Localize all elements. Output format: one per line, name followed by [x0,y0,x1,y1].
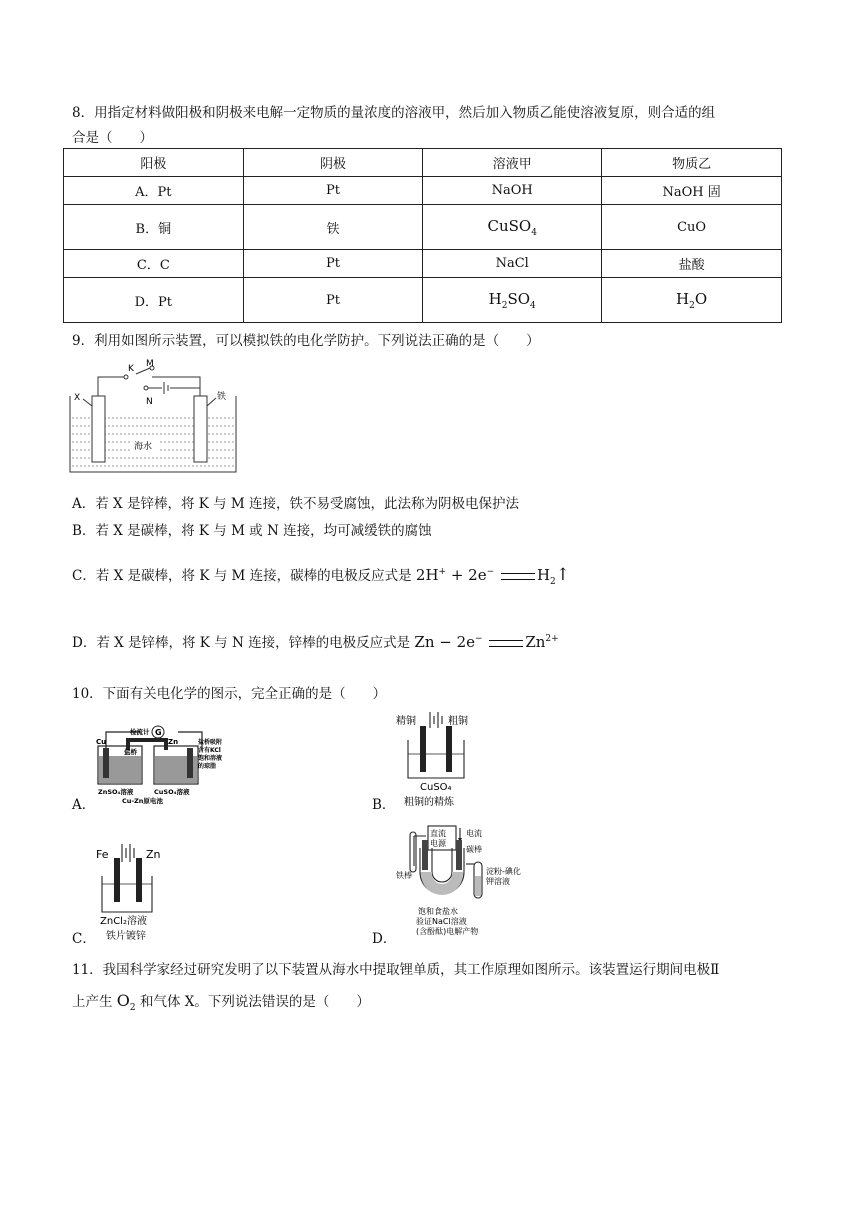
label-iron-rod: 铁棒 [396,871,412,880]
q8-table [63,148,782,323]
formula-sub: 2 [501,300,508,311]
formula-sub: 2 [689,300,695,311]
crude-copper-electrode [446,726,452,772]
label-note: 的琼脂 [198,763,217,770]
salt-solution [421,872,463,895]
table-row [64,278,782,323]
label-meter: 检流计 [130,728,150,736]
eq-term: Zn [525,633,546,651]
caption-c: 铁片镀锌 [106,931,146,942]
eq-sub: 2 [550,577,556,587]
formula-sub: 2 [129,1003,136,1014]
zn-electrode [136,858,142,902]
option-c-text: C．若 X 是碳棒，将 K 与 M 连接，碳棒的电极反应式是 [72,568,412,584]
eq-term: 2H [415,566,439,584]
iron-rod [422,840,428,870]
q8-stem-line2: 合是（ ） [72,130,153,146]
formula-part: SO [507,289,531,308]
row-c-solution: NaCl [423,250,602,278]
q10-label-b: B． [372,797,396,813]
row-a-anode: A．Pt [64,177,244,205]
caption-d: (含酚酞)电解产物 [416,927,479,936]
label-current: 电流 [466,829,482,838]
label-crude-copper: 粗铜 [448,716,468,727]
q9-stem: 9．利用如图所示装置，可以模拟铁的电化学防护。下列说法正确的是（ ） [72,333,540,349]
equal-sign-icon [489,640,523,647]
caption-d: 验证NaCl溶液 [416,917,467,926]
cu-electrode [103,748,109,778]
eq-term: + 2e [446,566,487,584]
fe-electrode [114,858,120,902]
up-arrow-icon: ↑ [555,565,571,585]
formula-sub: 4 [531,227,537,238]
header-substance: 物质乙 [602,149,782,177]
formula-o2 [116,991,136,1014]
label-x: X [74,393,81,403]
q10-figure-d [394,822,524,944]
row-a-substance: NaOH 固 [602,177,782,205]
test-tube-solution [475,876,481,896]
q10-label-d: D． [372,931,397,947]
eq-term: Zn − 2e [414,633,475,651]
header-cathode: 阴极 [243,149,423,177]
row-d-solution [423,278,602,323]
eq-term: H [536,566,551,584]
label-note: 饱和溶液 [198,755,223,762]
q11-line1: 11．我国科学家经过研究发明了以下装置从海水中提取锂单质，其工作原理如图所示。该装置运行期间电极Ⅱ [72,962,720,978]
label-iron: 铁 [217,392,227,402]
q10-figure-c [94,840,174,944]
label-pointer [207,398,216,406]
row-a-cathode: Pt [243,177,423,205]
label-right-solution: CuSO₄溶液 [154,788,190,796]
circuit-wires [98,368,200,396]
label-left-solution: ZnSO₄溶液 [98,788,134,796]
label-solution: CuSO₄ [420,782,452,793]
table-row [64,177,782,205]
row-c-substance: 盐酸 [602,250,782,278]
row-d-substance [602,278,782,323]
carbon-rod [456,840,462,870]
header-anode: 阳极 [64,149,244,177]
table-row [64,205,782,250]
row-c-anode: C．C [64,250,244,278]
eq-sup: 2+ [545,634,559,644]
table-row [64,250,782,278]
caption-a: Cu-Zn原电池 [122,797,163,805]
label-cu: Cu [96,738,107,746]
q9-option-a: A．若 X 是锌棒，将 K 与 M 连接，铁不易受腐蚀，此法称为阴极电保护法 [72,496,520,512]
equal-sign-icon [501,573,535,580]
label-zn: Zn [168,738,179,746]
q10-figure-a [94,720,224,806]
q8-stem-line1: 8．用指定材料做阳极和阴极来电解一定物质的量浓度的溶液甲，然后加入物质乙能使溶液复原，则合适的组 [72,105,716,121]
q9-figure [68,356,240,474]
row-d-cathode: Pt [243,278,423,323]
label-ki-solution: 淀粉-碘化 [486,867,521,876]
label-zn: Zn [146,848,161,861]
label-ki-solution: 钾溶液 [486,877,510,886]
row-c-cathode: Pt [243,250,423,278]
q10-label-c: C． [72,931,96,947]
q9-option-b: B．若 X 是碳棒，将 K 与 M 或 N 连接，均可减缓铁的腐蚀 [72,523,432,539]
q10-label-a: A． [72,797,96,813]
label-bridge: 盐桥 [124,748,137,756]
row-d-anode: D．Pt [64,278,244,323]
q11-text: 上产生 [72,994,113,1010]
row-b-anode: B．铜 [64,205,244,250]
q9-option-c [72,564,570,587]
row-a-solution: NaOH [423,177,602,205]
formula-part: O [116,991,130,1010]
eq-sup: − [475,634,483,644]
row-b-cathode: 铁 [243,205,423,250]
switch-terminal-n [144,386,148,390]
electrode-x [92,396,105,462]
label-power: 电源 [430,839,446,848]
label-note: 含有KCl [198,747,221,754]
formula-part: H [676,289,690,308]
q10-figure-b [394,706,490,810]
row-b-solution [423,205,602,250]
label-seawater: 海水 [134,442,153,452]
label-solution: ZnCl₂溶液 [100,916,147,927]
q10-stem: 10．下面有关电化学的图示，完全正确的是（ ） [72,686,387,702]
label-pointer [83,399,92,406]
q9-option-d [72,631,559,651]
electrode-iron [194,396,207,462]
switch-terminal-k [124,375,128,379]
eq-sup: − [486,567,495,577]
formula-main: CuSO [487,216,532,235]
table-header-row [64,149,782,177]
zn-electrode [187,748,193,778]
label-note: 盐桥吸附 [198,739,223,746]
formula-part: H [488,289,502,308]
label-pure-copper: 精铜 [396,716,416,727]
label-k: K [128,364,134,374]
formula-sub: 4 [530,300,536,311]
caption-d: 饱和食盐水 [418,907,458,916]
option-d-equation [414,633,558,651]
q11-text: 和气体 X。下列说法错误的是（ ） [139,994,370,1010]
label-carbon-rod: 碳棒 [466,845,482,854]
label-fe: Fe [96,848,109,861]
galvanometer-symbol: G [155,728,162,737]
eq-sup: + [438,567,447,577]
label-m: M [146,359,154,369]
row-b-substance: CuO [602,205,782,250]
q11-line2 [72,990,370,1013]
header-solution: 溶液甲 [423,149,602,177]
formula-part: O [694,289,708,308]
label-n: N [146,397,153,407]
option-d-text: D．若 X 是锌棒，将 K 与 N 连接，锌棒的电极反应式是 [72,635,411,651]
pure-copper-electrode [420,726,426,772]
label-power: 直流 [430,829,446,838]
caption-b: 粗铜的精炼 [404,797,454,808]
option-c-equation [415,565,571,587]
